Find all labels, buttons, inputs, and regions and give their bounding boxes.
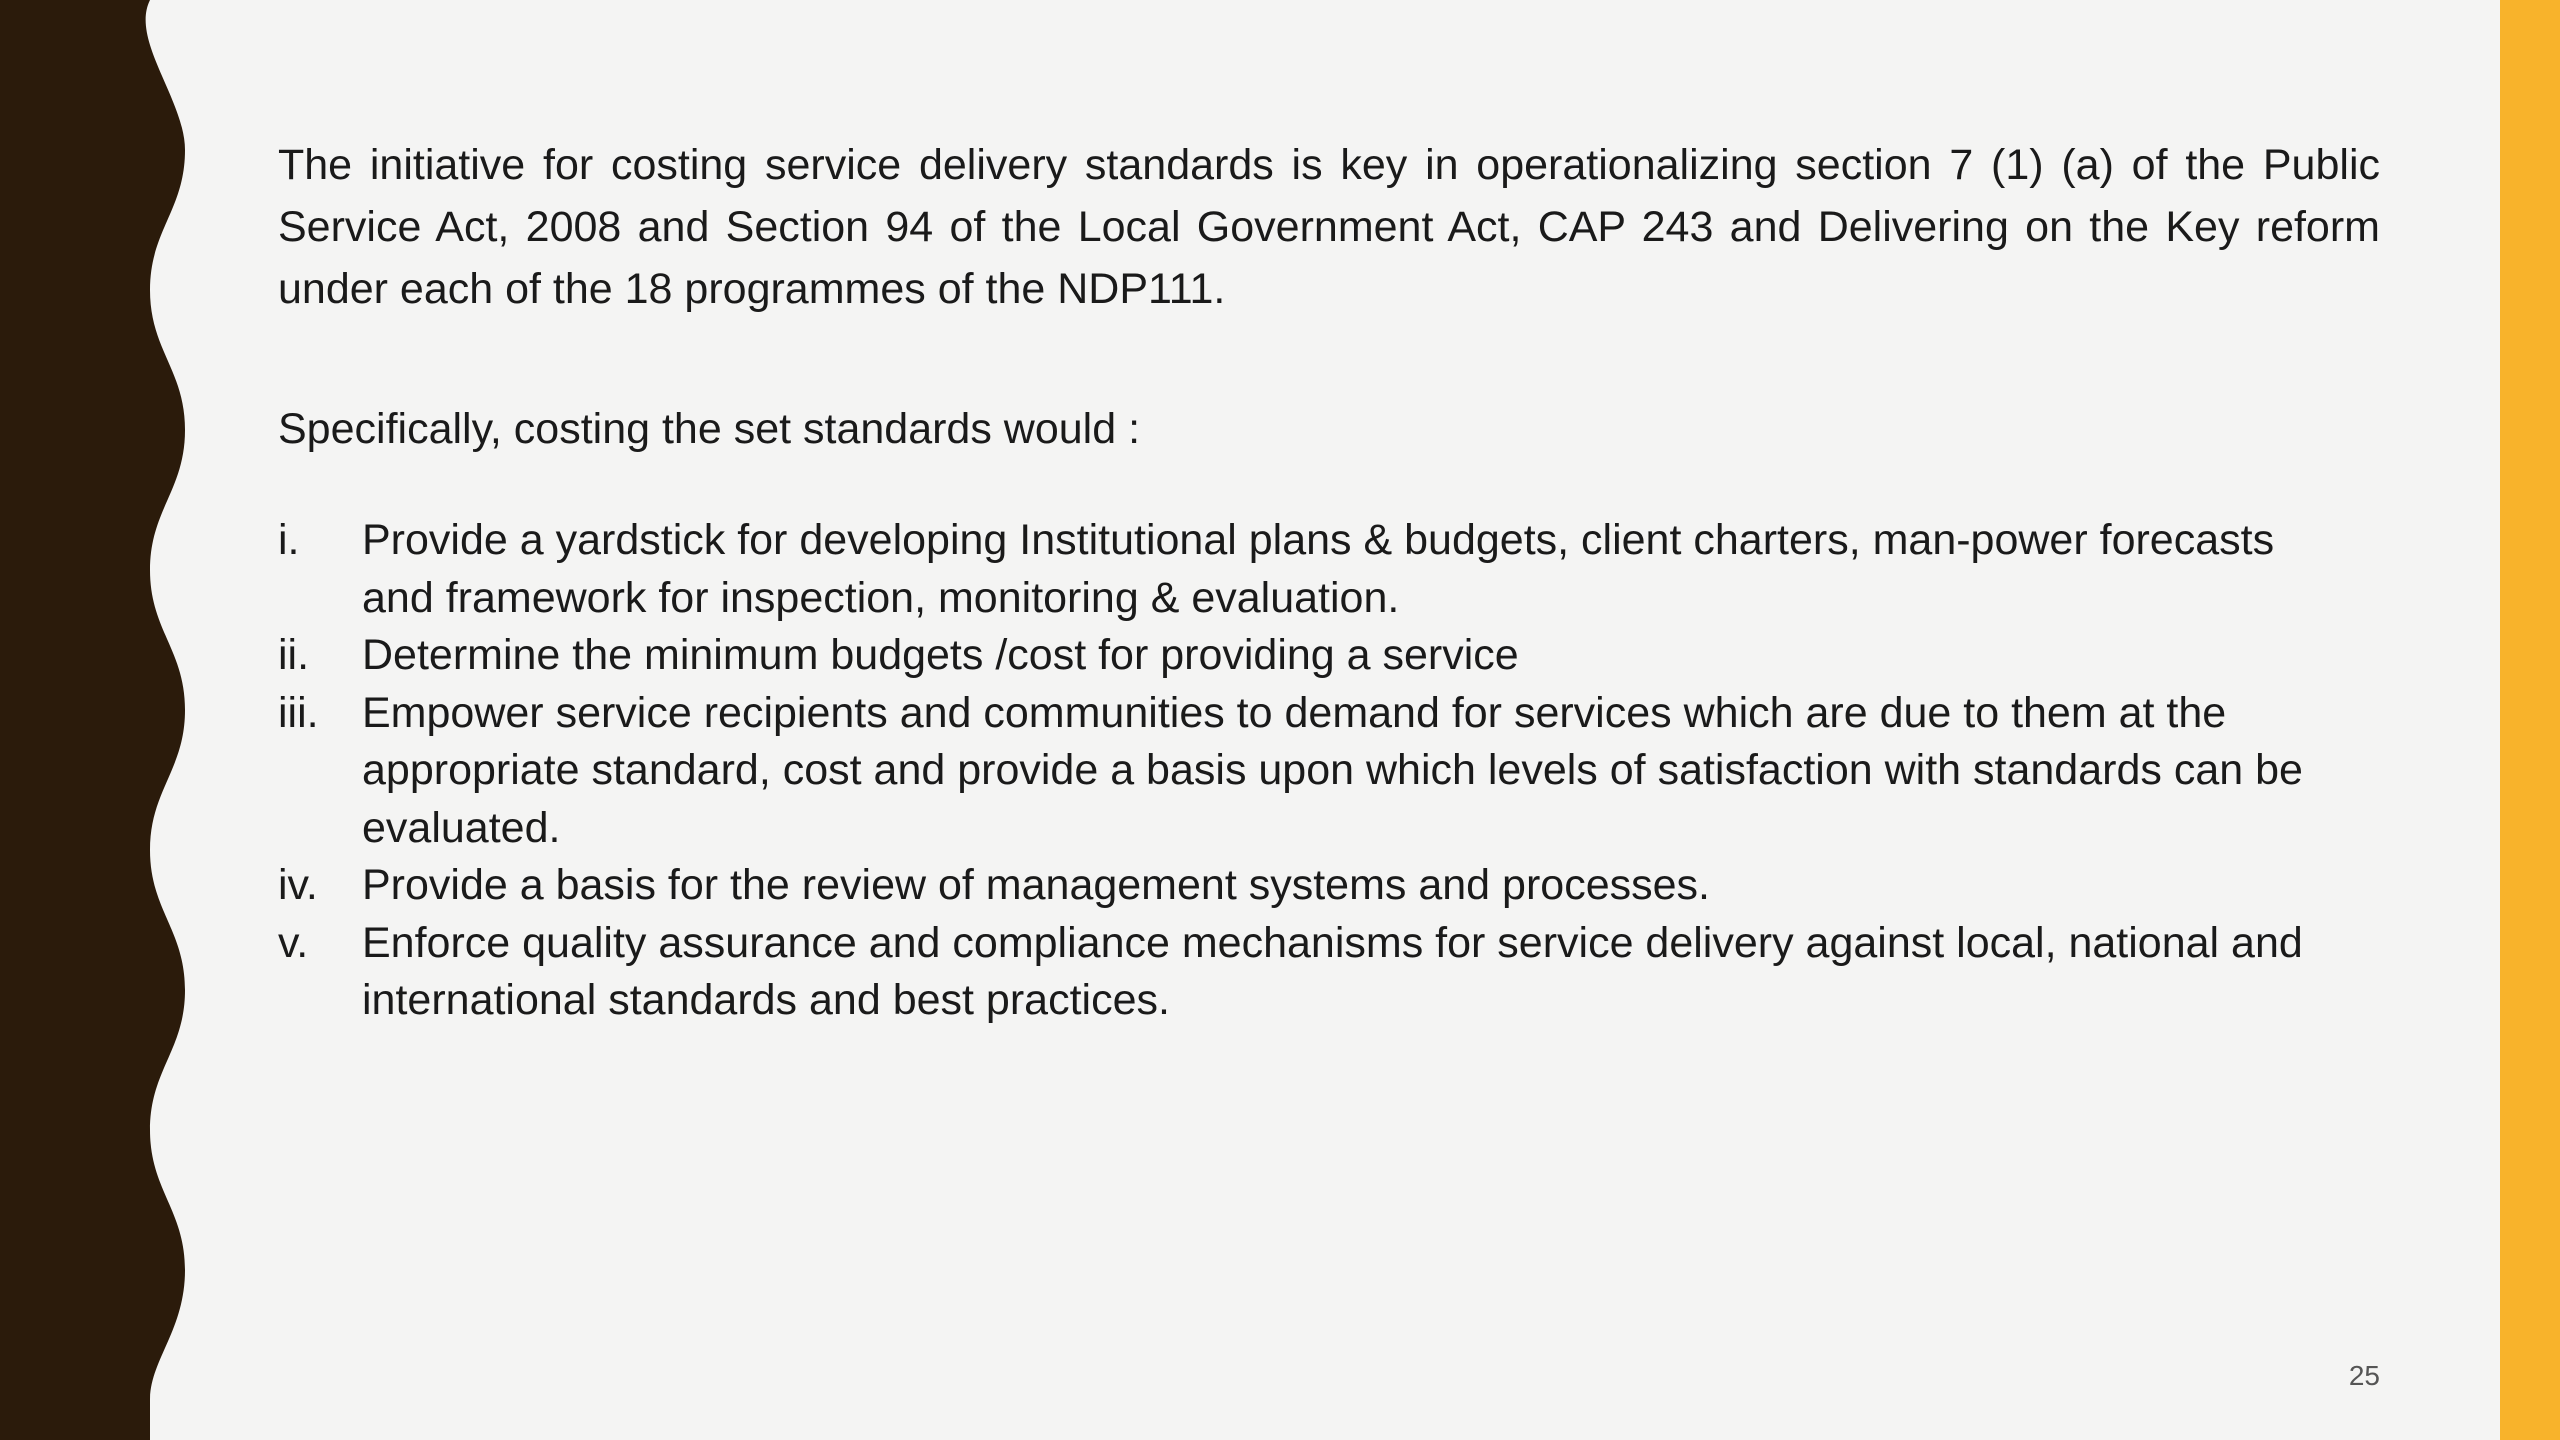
list-item-text: Provide a basis for the review of management systems and processes. [362,861,1710,909]
page-number: 25 [2348,1360,2380,1391]
right-accent-bar [2500,0,2560,1440]
wavy-left-border [0,0,200,1440]
intro-paragraph: The initiative for costing service delivery standards is key in operationalizing section 7 (1) (a) of the Public Service Act, 2008 and Section 94 of the Local Government Act, CAP 243 and Delivering on the Key reform under each of the 18 programmes of the NDP111. [278,141,2380,313]
list-numeral: ii. [278,631,310,679]
lead-in-text: Specifically, costing the set standards would : [278,405,1141,453]
list-item [278,685,2380,858]
list-item-text: Enforce quality assurance and compliance mechanisms for service delivery against local, national and international standards and best practices. [362,918,2303,1024]
list-numeral: iv. [278,861,318,909]
list-numeral: v. [278,918,309,967]
slide-content [278,134,2380,1030]
list-item-text: Provide a yardstick for developing Institutional plans & budgets, client charters, man-power forecasts and framework for inspection, monitoring & evaluation. [362,516,2275,622]
list-item [278,627,2380,685]
wavy-band-shape [0,0,185,1440]
list-numeral: i. [278,516,300,564]
list-item-text: Determine the minimum budgets /cost for providing a service [362,631,1519,679]
list-item-text: Empower service recipients and communities to demand for services which are due to them at the appropriate standard, cost and provide a basis upon which levels of satisfaction with standards can be evaluated. [362,688,2303,852]
list-numeral: iii. [278,688,319,737]
benefits-list [278,512,2380,1030]
list-item [278,512,2380,627]
list-item [278,915,2380,1030]
list-item [278,857,2380,915]
